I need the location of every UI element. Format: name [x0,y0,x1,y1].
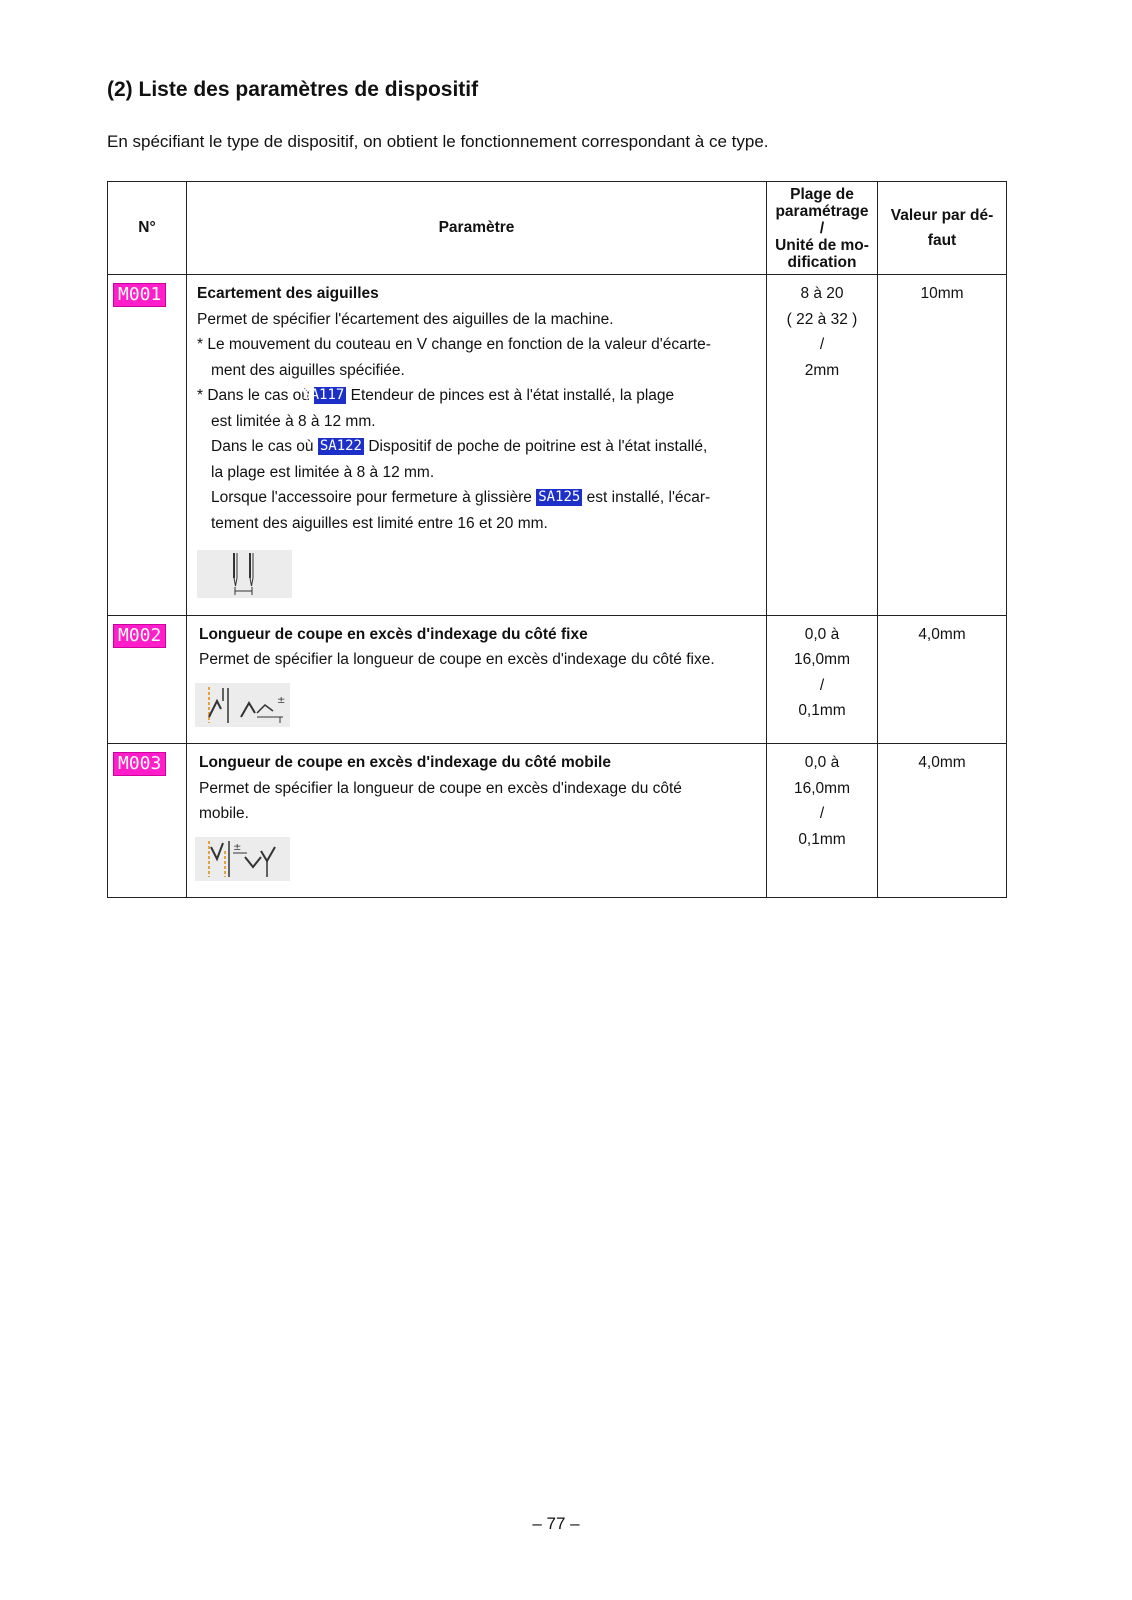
note: * Dans le cas où SA117 Etendeur de pinces est à l'état installé, la plage [197,387,675,404]
note: Lorsque l'accessoire pour fermeture à glissière SA125 est installé, l'écar- [211,489,711,506]
param-cell: Longueur de coupe en excès d'indexage du côté mobile Permet de spécifier la longueur de coupe en excès d'indexage du côté mobile. ± [187,744,767,898]
needle-spacing-icon [197,550,292,598]
sa122-badge: SA122 [319,438,362,454]
code-badge-m001: M001 [113,283,166,307]
note: Dans le cas où SA122 Dispositif de poche de poitrine est à l'état installé, [211,438,708,455]
header-param: Paramètre [187,182,767,275]
section-heading: (2) Liste des paramètres de dispositif [107,78,479,101]
range-cell: 0,0 à 16,0mm / 0,1mm [767,615,878,744]
range-cell: 8 à 20 ( 22 à 32 ) / 2mm [767,275,878,616]
param-title: Longueur de coupe en excès d'indexage du côté mobile [199,754,611,771]
table-row [108,744,1007,898]
header-range: Plage de paramétrage / Unité de mo- dification [767,182,878,275]
sa117-badge: SA117 [302,387,345,403]
default-cell: 10mm [878,275,1007,616]
svg-text:±: ± [233,841,242,853]
parameters-table [107,181,1007,898]
row-code-cell [108,615,187,744]
note: * Le mouvement du couteau en V change en fonction de la valeur d'écarte- [197,336,711,353]
param-title: Ecartement des aiguilles [197,285,379,302]
param-title: Longueur de coupe en excès d'indexage du côté fixe [199,625,588,643]
param-cell: Ecartement des aiguilles Permet de spécifier l'écartement des aiguilles de la machine. * Le mouvement du couteau en V change en fonction de la valeur d'écarte- ment des aiguilles spécifiée. * Dans le cas où SA117 Etendeur de pinces est à l'état installé, la plage est limitée à 8 à 12 mm. Dans le cas où SA122 Dispositif de poche de poitrine est à l'état installé, la plage est limitée à 8 à 12 mm. Lorsque l'accessoire pour fermeture à glissière SA125 est installé, l'écar- tement des aiguilles est limité entre 16 et 20 mm. [187,275,767,616]
param-desc: Permet de spécifier la longueur de coupe en excès d'indexage du côté [199,779,682,797]
sa125-badge: SA125 [538,489,581,505]
default-cell: 4,0mm [878,744,1007,898]
row-code-cell [108,275,187,616]
code-badge-m003: M003 [113,752,166,776]
range-cell: 0,0 à 16,0mm / 0,1mm [767,744,878,898]
param-desc: Permet de spécifier l'écartement des aiguilles de la machine. [197,310,614,328]
fixed-side-cut-icon [195,683,290,727]
param-cell [187,615,767,744]
default-cell: 4,0mm [878,615,1007,744]
table-row [108,615,1007,744]
table-header-row [108,182,1007,275]
header-default: Valeur par dé- faut [878,182,1007,275]
page-number: – 77 – [532,1514,580,1533]
intro-text: En spécifiant le type de dispositif, on obtient le fonctionnement correspondant à ce type. [107,132,769,151]
moving-side-cut-icon [195,837,290,881]
code-badge-m002: M002 [113,624,166,648]
row-code-cell [108,744,187,898]
svg-text:±: ± [277,694,286,706]
param-desc: Permet de spécifier la longueur de coupe en excès d'indexage du côté fixe. [199,651,715,668]
table-row [108,275,1007,616]
header-no: N° [108,182,187,275]
